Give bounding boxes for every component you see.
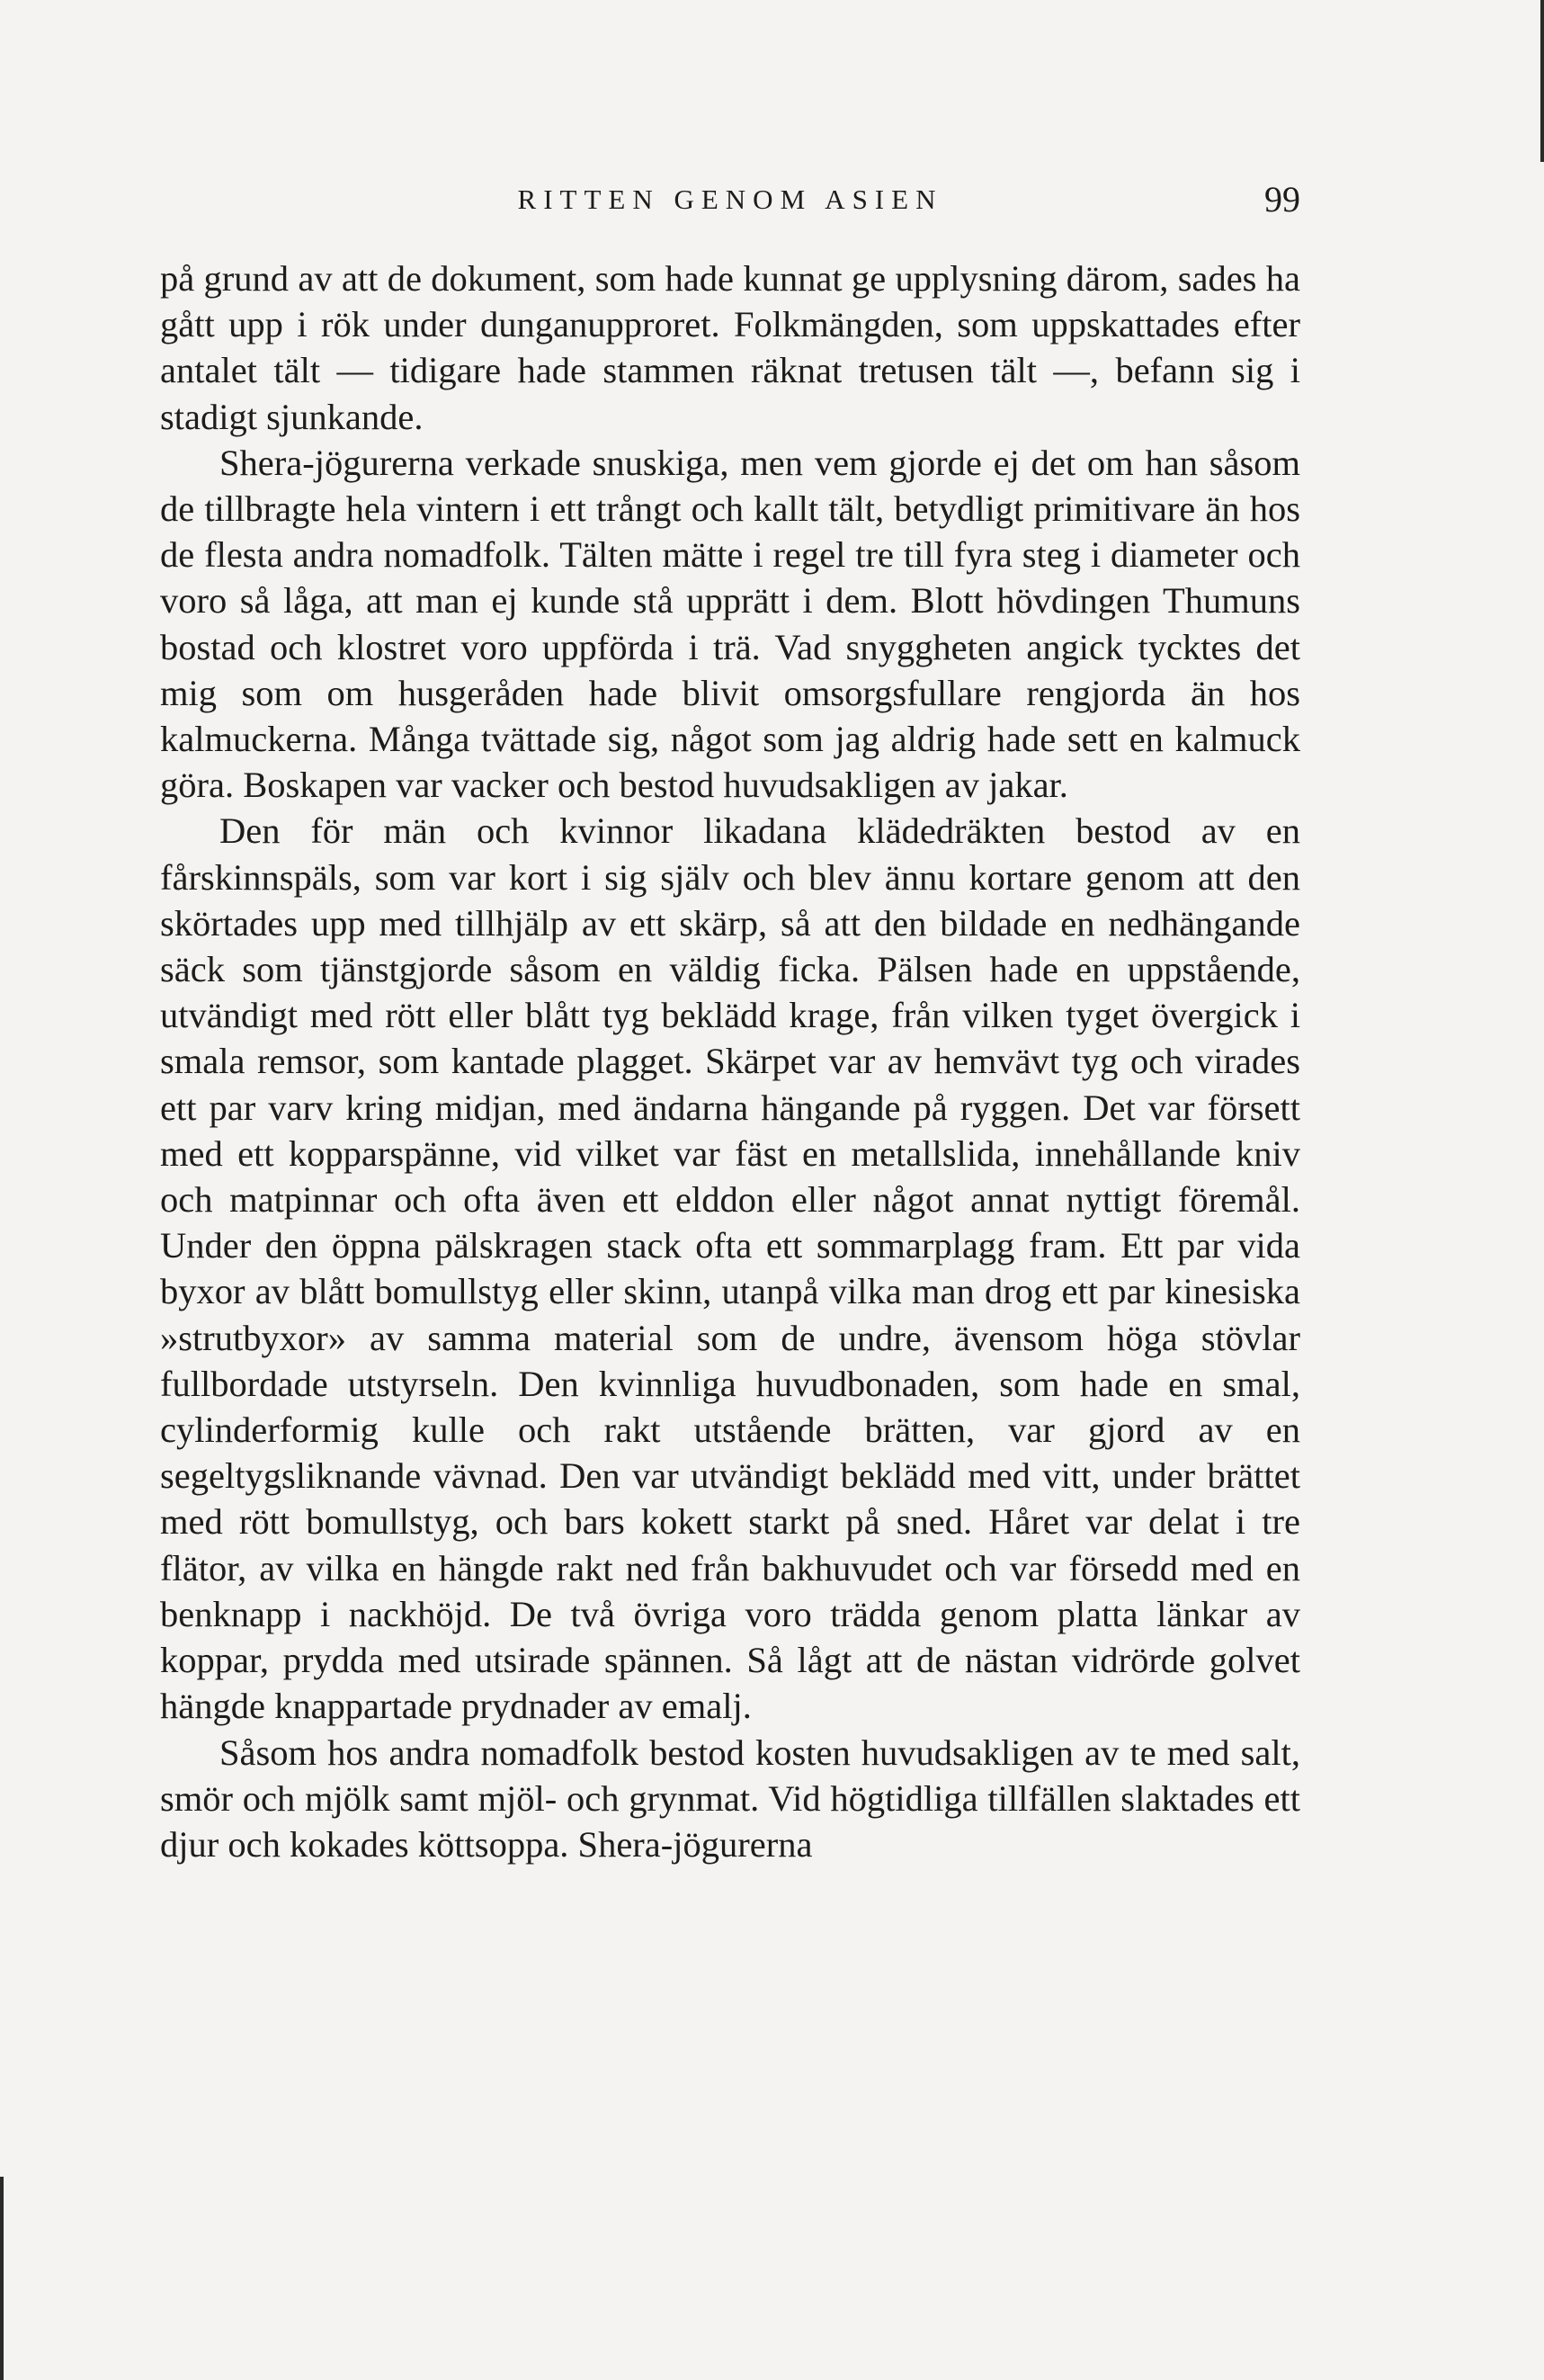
running-header (160, 176, 1300, 223)
paragraph-klededrakten: Den för män och kvinnor likadana klädedräkten bestod av en fårskinnspäls, som var kort i sig själv och blev ännu kortare genom att den skörtades upp med tillhjälp av ett skärp, så att den bildade en nedhängande säck som tjänstgjorde såsom en väldig ficka. Pälsen hade en uppstående, utvändigt med rött eller blått tyg beklädd krage, från vilken tyget övergick i smala remsor, som kantade plagget. Skärpet var av hemvävt tyg och virades ett par varv kring midjan, med ändarna hängande på ryggen. Det var försett med ett kopparspänne, vid vilket var fäst en metallslida, innehållande kniv och matpinnar och ofta även ett elddon eller något annat nyttigt föremål. Under den öppna pälskragen stack ofta ett sommarplagg fram. Ett par vida byxor av blått bomullstyg eller skinn, utanpå vilka man drog ett par kinesiska »strutbyxor» av samma material som de undre, ävensom höga stövlar fullbordade utstyrseln. Den kvinnliga huvudbonaden, som hade en smal, cylinderformig kulle och rakt utstående brätten, var gjord av en segeltygsliknande vävnad. Den var utvändigt beklädd med vitt, under brättet med rött bomullstyg, och bars kokett starkt på sned. Håret var delat i tre flätor, av vilka en hängde rakt ned från bakhuvudet och var försedd med en benknapp i nackhöjd. De två övriga voro trädda genom platta länkar av koppar, prydda med utsirade spännen. Så lågt att de nästan vidrörde golvet hängde knappartade prydnader av emalj. (160, 810, 1300, 1727)
paragraph-kosten: Såsom hos andra nomadfolk bestod kosten huvudsakligen av te med salt, smör och mjölk samt mjöl- och grynmat. Vid högtidliga tillfällen slaktades ett djur och kokades köttsoppa. Shera-jögurerna (160, 1731, 1300, 1865)
paragraph-continued: på grund av att de dokument, som hade kunnat ge upplysning därom, sades ha gått upp i rök under dunganupproret. Folkmängden, som uppskattades efter antalet tält — tidigare hade stammen räknat tretusen tält —, befann sig i stadigt sjunkande. (160, 258, 1300, 437)
page-number: 99 (1264, 179, 1300, 219)
scan-border-right (1540, 0, 1544, 162)
running-title: RITTEN GENOM ASIEN (517, 183, 943, 215)
body-text (160, 255, 1300, 1867)
book-page (160, 176, 1300, 1867)
scan-border-left (0, 2177, 4, 2380)
paragraph-shera-jogurer: Shera-jögurerna verkade snuskiga, men vem gjorde ej det om han såsom de tillbragte hela vintern i ett trångt och kallt tält, betydligt primitivare än hos de flesta andra nomadfolk. Tälten mätte i regel tre till fyra steg i diameter och voro så låga, att man ej kunde stå upprätt i dem. Blott hövdingen Thumuns bostad och klostret voro uppförda i trä. Vad snyggheten angick tycktes det mig som om husgeråden hade blivit omsorgsfullare rengjorda än hos kalmuckerna. Många tvättade sig, något som jag aldrig hade sett en kalmuck göra. Boskapen var vacker och bestod huvudsakligen av jakar. (160, 442, 1300, 806)
